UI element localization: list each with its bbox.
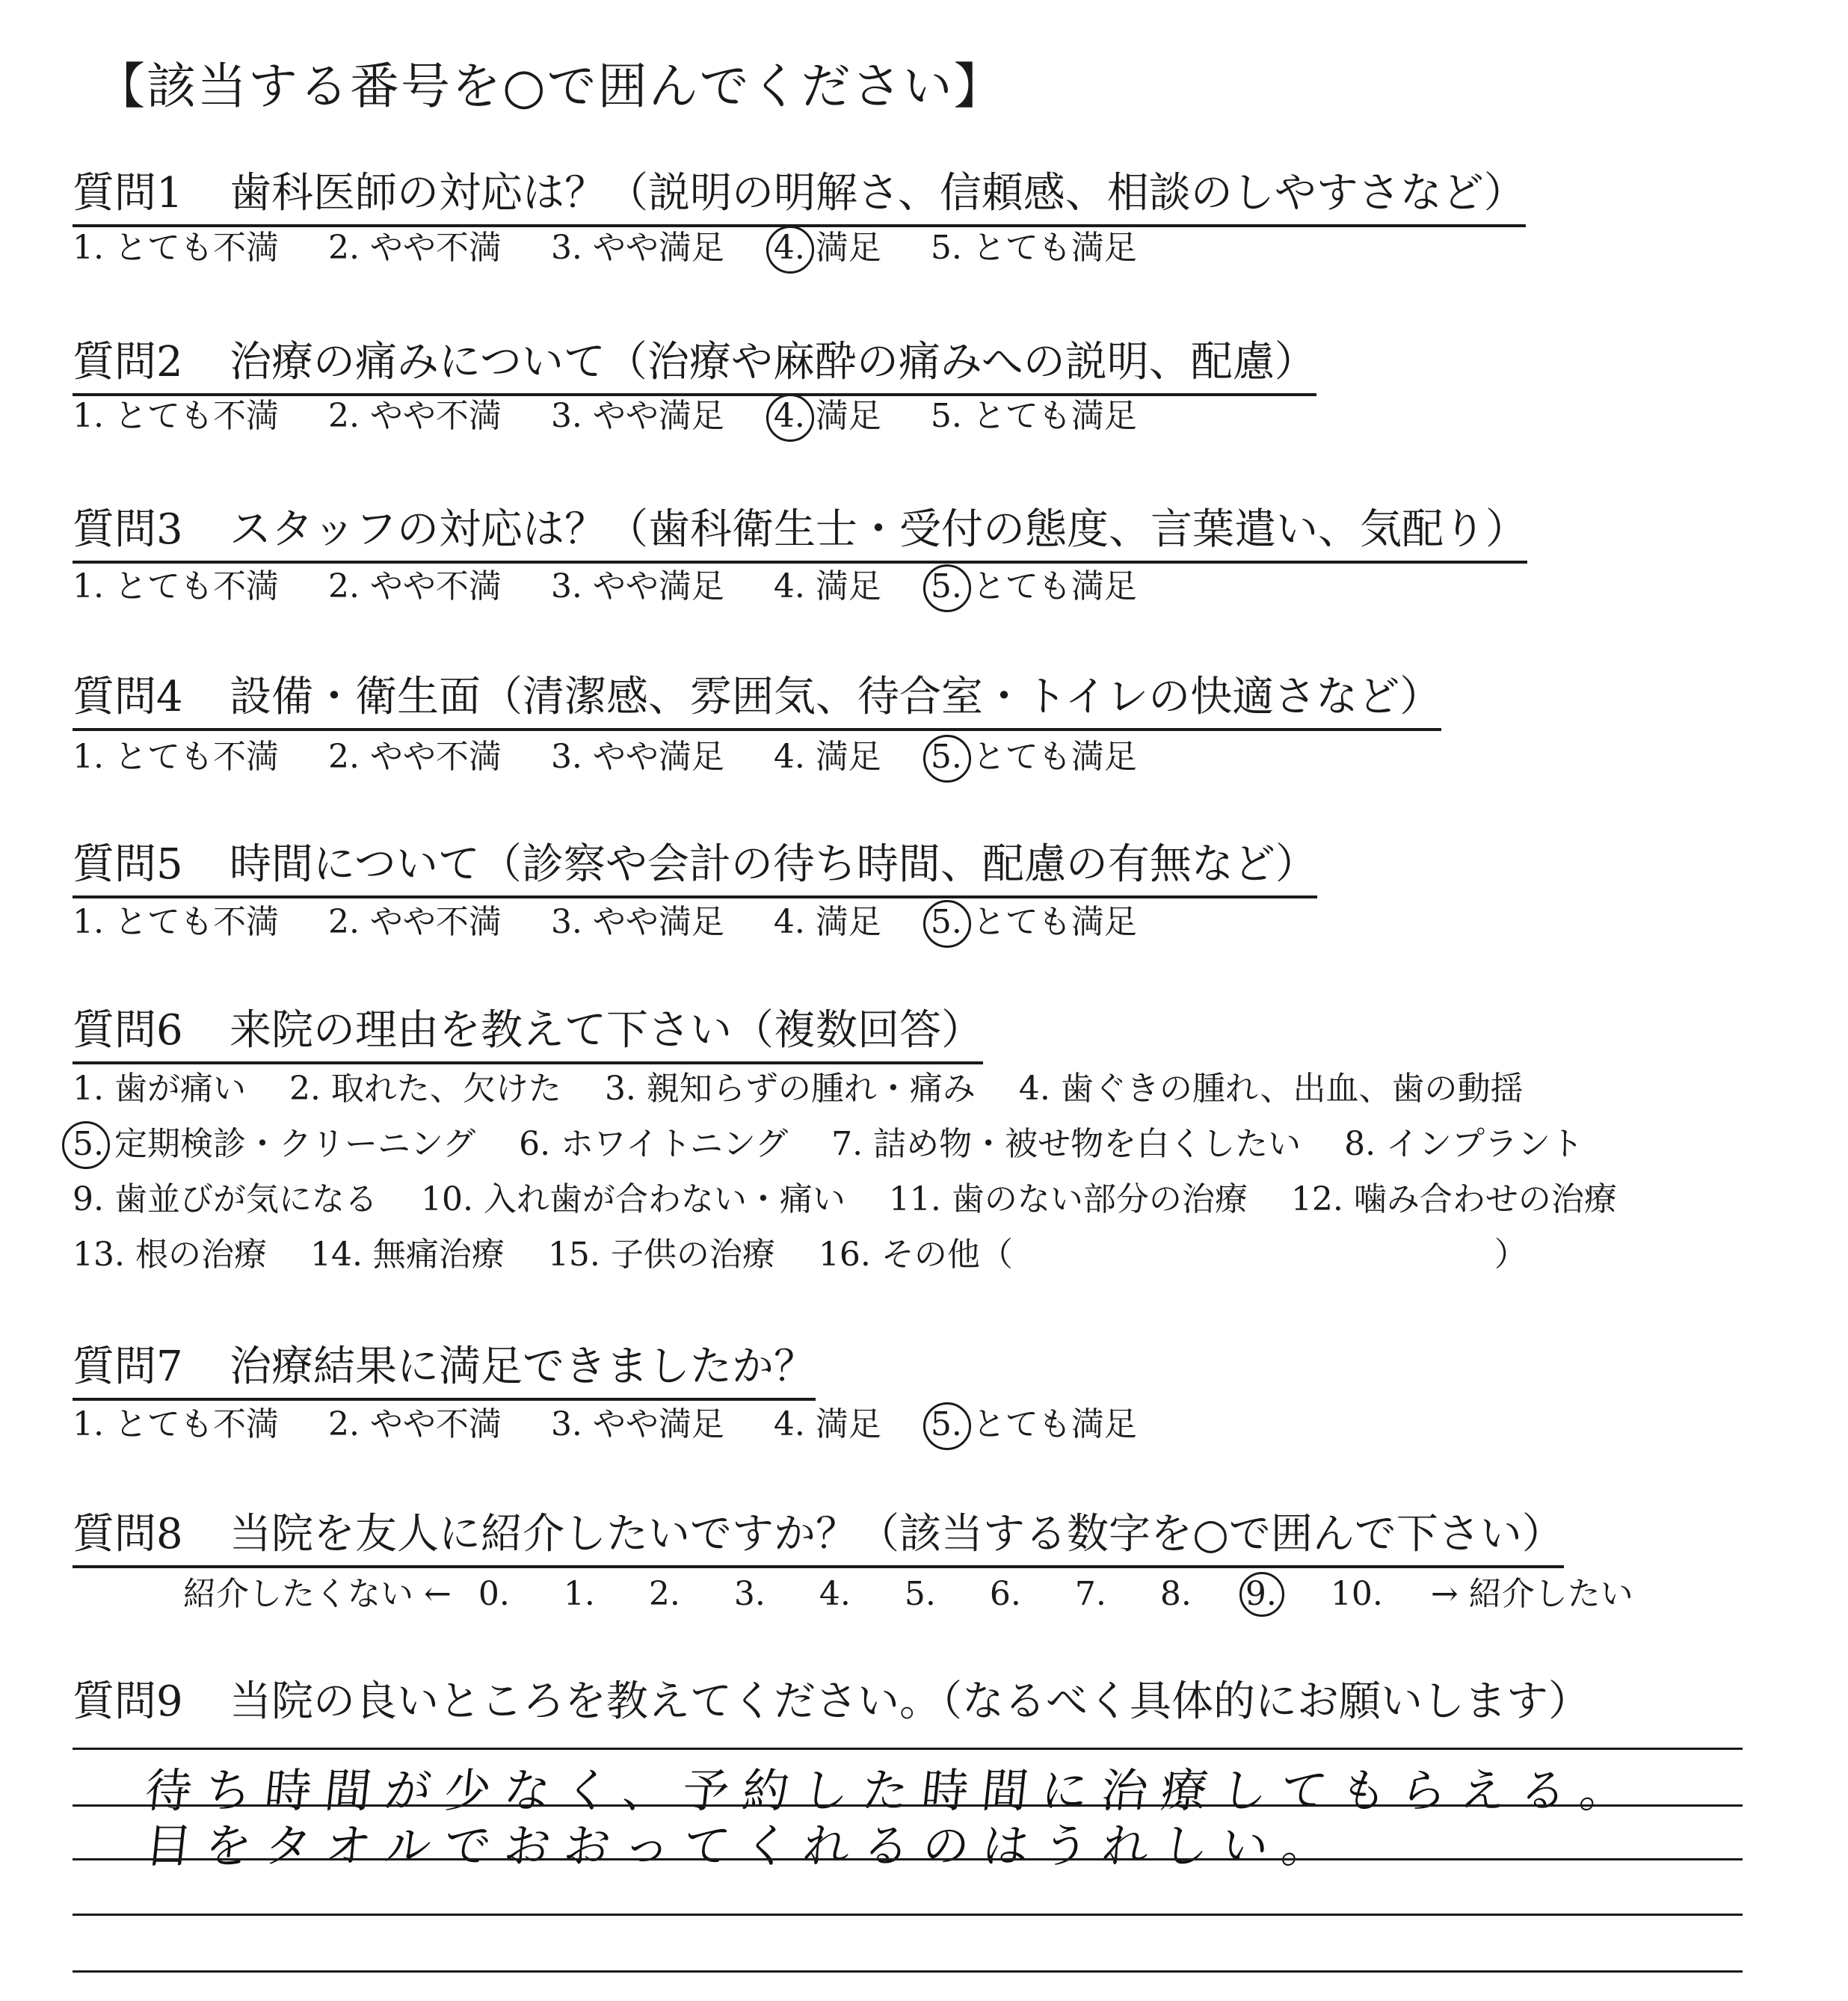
q6-row [73,1172,1650,1227]
q2-option-2[interactable]: 2. やや不満 [327,397,502,435]
q8-option-10[interactable]: 10. [1330,1575,1383,1613]
q1-option-2[interactable]: 2. やや不満 [327,229,502,267]
question-3-text: スタッフの対応は？（歯科衛生士・受付の態度、言葉遣い、気配り） [230,505,1527,554]
q6-option-10[interactable]: 10. 入れ歯が合わない・痛い [420,1180,846,1218]
q5-option-4[interactable]: 4. 満足 [773,903,881,941]
q7-option-4[interactable]: 4. 満足 [773,1405,881,1443]
question-4-number: 質問4 [73,673,183,721]
q8-option-6[interactable]: 6. [989,1575,1021,1613]
question-5-heading [73,837,1317,898]
question-5-options [73,900,1176,945]
q2-option-5[interactable]: 5. とても満足 [930,397,1137,435]
question-1-heading [73,166,1526,227]
selection-circle [923,735,971,783]
question-7-number: 質問7 [73,1342,183,1391]
q2-option-3[interactable]: 3. やや満足 [550,397,724,435]
question-9-heading [73,1674,1590,1730]
question-3-options [73,564,1176,609]
q4-option-4[interactable]: 4. 満足 [773,738,881,776]
page-title: 【該当する番号を○で囲んでください】 [96,58,1005,115]
q6-option-7[interactable]: 7. 詰め物・被せ物を白くしたい [831,1125,1302,1163]
question-8-heading [73,1507,1564,1568]
selection-circle [766,226,814,274]
q6-row [73,1117,1650,1172]
question-5-text: 時間について（診察や会計の待ち時間、配慮の有無など） [230,840,1317,889]
question-9-number: 質問9 [73,1677,183,1726]
question-1-options [73,226,1176,271]
question-2-text: 治療の痛みについて（治療や麻酔の痛みへの説明、配慮） [230,338,1316,386]
q4-option-5[interactable]: 5. とても満足 [931,735,1137,780]
q6-option-11[interactable]: 11. 歯のない部分の治療 [888,1180,1248,1218]
q8-right-label: → 紹介したい [1430,1575,1633,1613]
q9-answer-line-2[interactable]: 目をタオルでおおってくれるのはうれしい。 [142,1819,1345,1873]
question-2-options [73,394,1176,439]
q5-option-2[interactable]: 2. やや不満 [327,903,502,941]
question-2-number: 質問2 [73,338,183,386]
question-7-options [73,1402,1176,1447]
q7-option-5[interactable]: 5. とても満足 [931,1402,1137,1447]
q4-option-1[interactable]: 1. とても不満 [73,738,279,776]
q8-option-0[interactable]: 0. [478,1575,510,1613]
selection-circle [923,900,971,948]
selection-circle [923,1402,971,1450]
q6-option-6[interactable]: 6. ホワイトニング [519,1125,789,1163]
q6-option-13[interactable]: 13. 根の治療 [73,1236,267,1274]
q4-option-3[interactable]: 3. やや満足 [550,738,724,776]
question-6-number: 質問6 [73,1006,183,1055]
q6-option-14[interactable]: 14. 無痛治療 [309,1236,505,1274]
question-2-heading [73,335,1316,396]
q5-option-3[interactable]: 3. やや満足 [550,903,724,941]
question-1-text: 歯科医師の対応は？（説明の明解さ、信頼感、相談のしやすさなど） [230,169,1526,218]
q6-row [73,1061,1650,1117]
question-4-options [73,735,1176,780]
q2-option-4[interactable]: 4. 満足 [774,394,881,439]
question-7-heading [73,1339,816,1401]
q8-option-8[interactable]: 8. [1159,1575,1192,1613]
q1-option-1[interactable]: 1. とても不満 [73,229,279,267]
q1-option-4[interactable]: 4. 満足 [774,226,881,271]
q6-other-close-paren: ） [1494,1236,1527,1274]
q6-option-15[interactable]: 15. 子供の治療 [547,1236,775,1274]
question-5-number: 質問5 [73,840,183,889]
question-8-number: 質問8 [73,1510,183,1558]
q8-option-9[interactable]: 9. [1245,1572,1320,1617]
q3-option-1[interactable]: 1. とても不満 [73,567,279,605]
q3-option-4[interactable]: 4. 満足 [773,567,881,605]
question-1-number: 質問1 [73,169,183,218]
q4-option-2[interactable]: 2. やや不満 [327,738,502,776]
question-6-text: 来院の理由を教えて下さい（複数回答） [230,1006,983,1055]
question-3-number: 質問3 [73,505,183,554]
question-4-text: 設備・衛生面（清潔感、雰囲気、待合室・トイレの快適さなど） [230,673,1442,721]
q6-option-8[interactable]: 8. インプラント [1344,1125,1584,1163]
selection-circle [766,394,814,442]
answer-rule [73,1804,1743,1807]
question-7-text: 治療結果に満足できましたか？ [230,1342,816,1391]
q1-option-5[interactable]: 5. とても満足 [930,229,1137,267]
q8-option-4[interactable]: 4. [819,1575,851,1613]
question-9-text: 当院の良いところを教えてください。（なるべく具体的にお願いします） [230,1677,1590,1726]
selection-circle [1239,1572,1284,1617]
answer-rule [73,1858,1743,1860]
q2-option-1[interactable]: 1. とても不満 [73,397,279,435]
q3-option-3[interactable]: 3. やや満足 [550,567,724,605]
q1-option-3[interactable]: 3. やや満足 [550,229,724,267]
q7-option-3[interactable]: 3. やや満足 [550,1405,724,1443]
q8-option-2[interactable]: 2. [648,1575,680,1613]
q8-option-5[interactable]: 5. [904,1575,936,1613]
answer-rule [73,1914,1743,1916]
answer-rule [73,1970,1743,1973]
q6-option-1[interactable]: 1. 歯が痛い [73,1070,246,1108]
question-6-heading [73,1003,983,1064]
question-8-text: 当院を友人に紹介したいですか？（該当する数字を○で囲んで下さい） [230,1510,1564,1558]
question-8-scale [183,1572,1650,1617]
question-6-options [73,1061,1650,1283]
q9-answer-line-1[interactable]: 待ち時間が少なく、予約した時間に治療してもらえる。 [142,1763,1643,1818]
q8-option-1[interactable]: 1. [563,1575,595,1613]
q8-option-7[interactable]: 7. [1074,1575,1106,1613]
q6-option-4[interactable]: 4. 歯ぐきの腫れ、出血、歯の動揺 [1018,1070,1524,1108]
q7-option-1[interactable]: 1. とても不満 [73,1405,279,1443]
q6-option-12[interactable]: 12. 噛み合わせの治療 [1290,1180,1617,1218]
q3-option-5[interactable]: 5. とても満足 [931,564,1137,609]
question-3-heading [73,502,1527,564]
q6-option-5[interactable]: 5. 定期検診・クリーニング [73,1117,475,1172]
q5-option-5[interactable]: 5. とても満足 [931,900,1137,945]
question-4-heading [73,670,1441,731]
selection-circle [923,564,971,612]
q8-left-label: 紹介したくない ← [183,1575,452,1613]
q6-option-3[interactable]: 3. 親知らずの腫れ・痛み [604,1070,976,1108]
q6-option-2[interactable]: 2. 取れた、欠けた [289,1070,561,1108]
q7-option-2[interactable]: 2. やや不満 [327,1405,502,1443]
q3-option-2[interactable]: 2. やや不満 [327,567,502,605]
q6-option-16-other[interactable]: 16. その他（ [818,1236,1013,1274]
selection-circle [62,1121,110,1169]
answer-rule [73,1748,1743,1750]
q8-option-3[interactable]: 3. [733,1575,766,1613]
q6-row [73,1227,1650,1283]
q5-option-1[interactable]: 1. とても不満 [73,903,279,941]
q6-option-9[interactable]: 9. 歯並びが気になる [73,1180,378,1218]
